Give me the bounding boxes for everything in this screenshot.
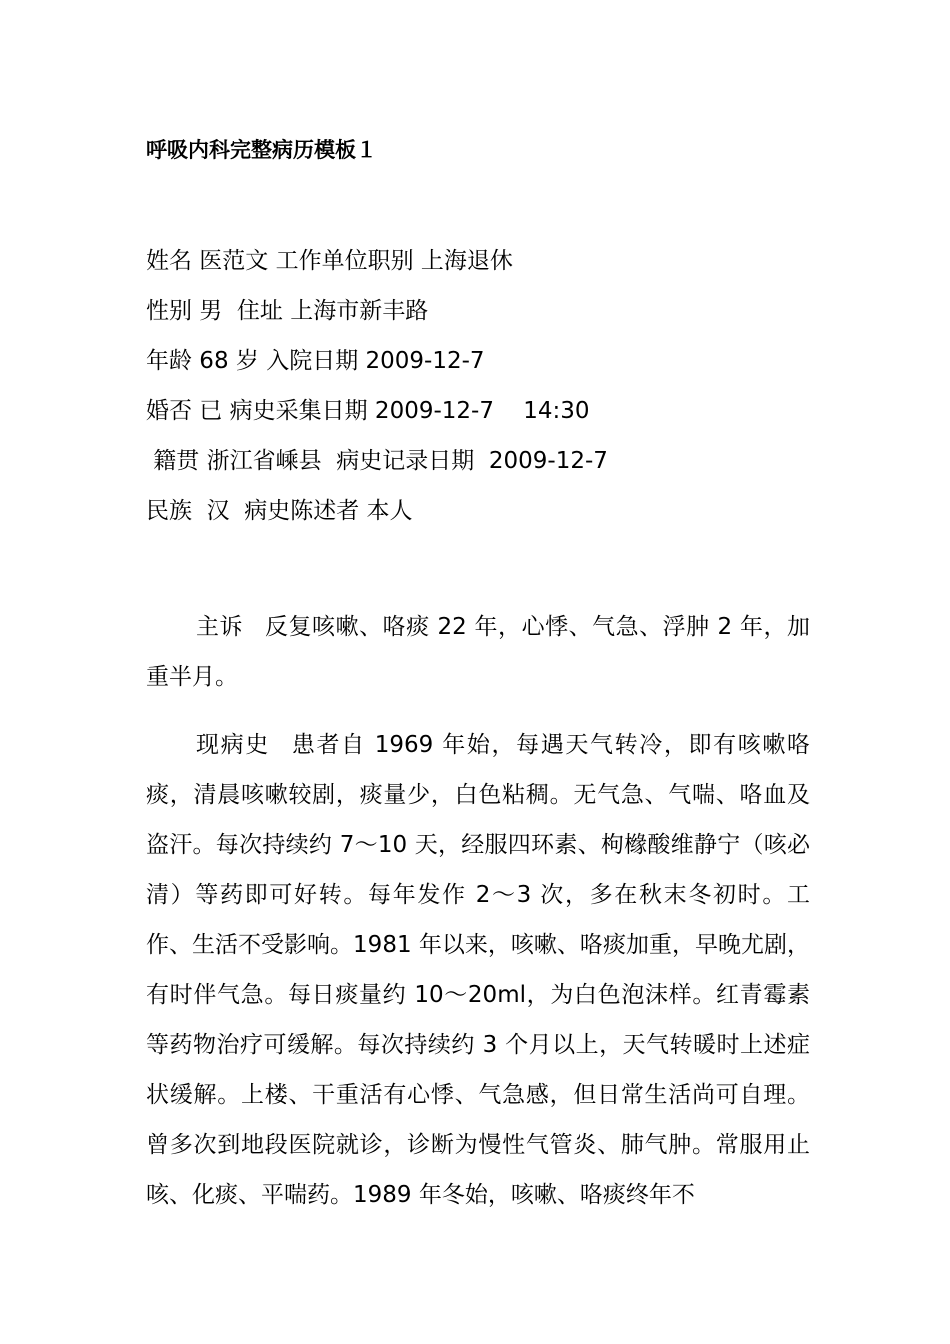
document-title: 呼吸内科完整病历模板１ — [146, 138, 377, 162]
present-illness-text: 患者自 1969 年始，每遇天气转冷，即有咳嗽咯痰，清晨咳嗽较剧，痰量少，白色粘稠。无气急、气喘、咯血及盗汗。每次持续约 7～10 天，经服四环素、枸橼酸维静宁（咳必清）等药即可好转。每年发作 2～3 次，多在秋末冬初时。工作、生活不受影响。1981 年以来，咳嗽、咯痰加重，早晚尤剧，有时伴气急。每日痰量约 10～20ml，为白色泡沫样。红青霉素等药物治疗可缓解。每次持续约 3 个月以上，天气转暖时上述症状缓解。上楼、干重活有心悸、气急感，但日常生活尚可自理。曾多次到地段医院就诊，诊断为慢性气管炎、肺气肿。常服用止咳、化痰、平喘药。1989 年冬始，咳嗽、咯痰终年不 — [146, 732, 811, 1208]
info-line-gender: 性别 男 住址 上海市新丰路 — [146, 298, 429, 324]
chief-complaint-label: 主诉 — [196, 614, 244, 640]
info-line-ethnicity: 民族 汉 病史陈述者 本人 — [146, 498, 413, 524]
present-illness-label: 现病史 — [196, 732, 270, 758]
present-illness-paragraph — [146, 720, 810, 1220]
history-body — [146, 602, 810, 1238]
chief-complaint-text: 反复咳嗽、咯痰 22 年，心悸、气急、浮肿 2 年，加重半月。 — [146, 614, 810, 690]
info-line-name: 姓名 医范文 工作单位职别 上海退休 — [146, 248, 513, 274]
info-line-marital: 婚否 已 病史采集日期 2009-12-7 14:30 — [146, 398, 590, 424]
info-line-age: 年龄 68 岁 入院日期 2009-12-7 — [146, 348, 485, 374]
chief-complaint-paragraph — [146, 602, 810, 702]
info-line-native-place: 籍贯 浙江省嵊县 病史记录日期 2009-12-7 — [146, 448, 608, 474]
patient-info-block — [146, 244, 826, 544]
